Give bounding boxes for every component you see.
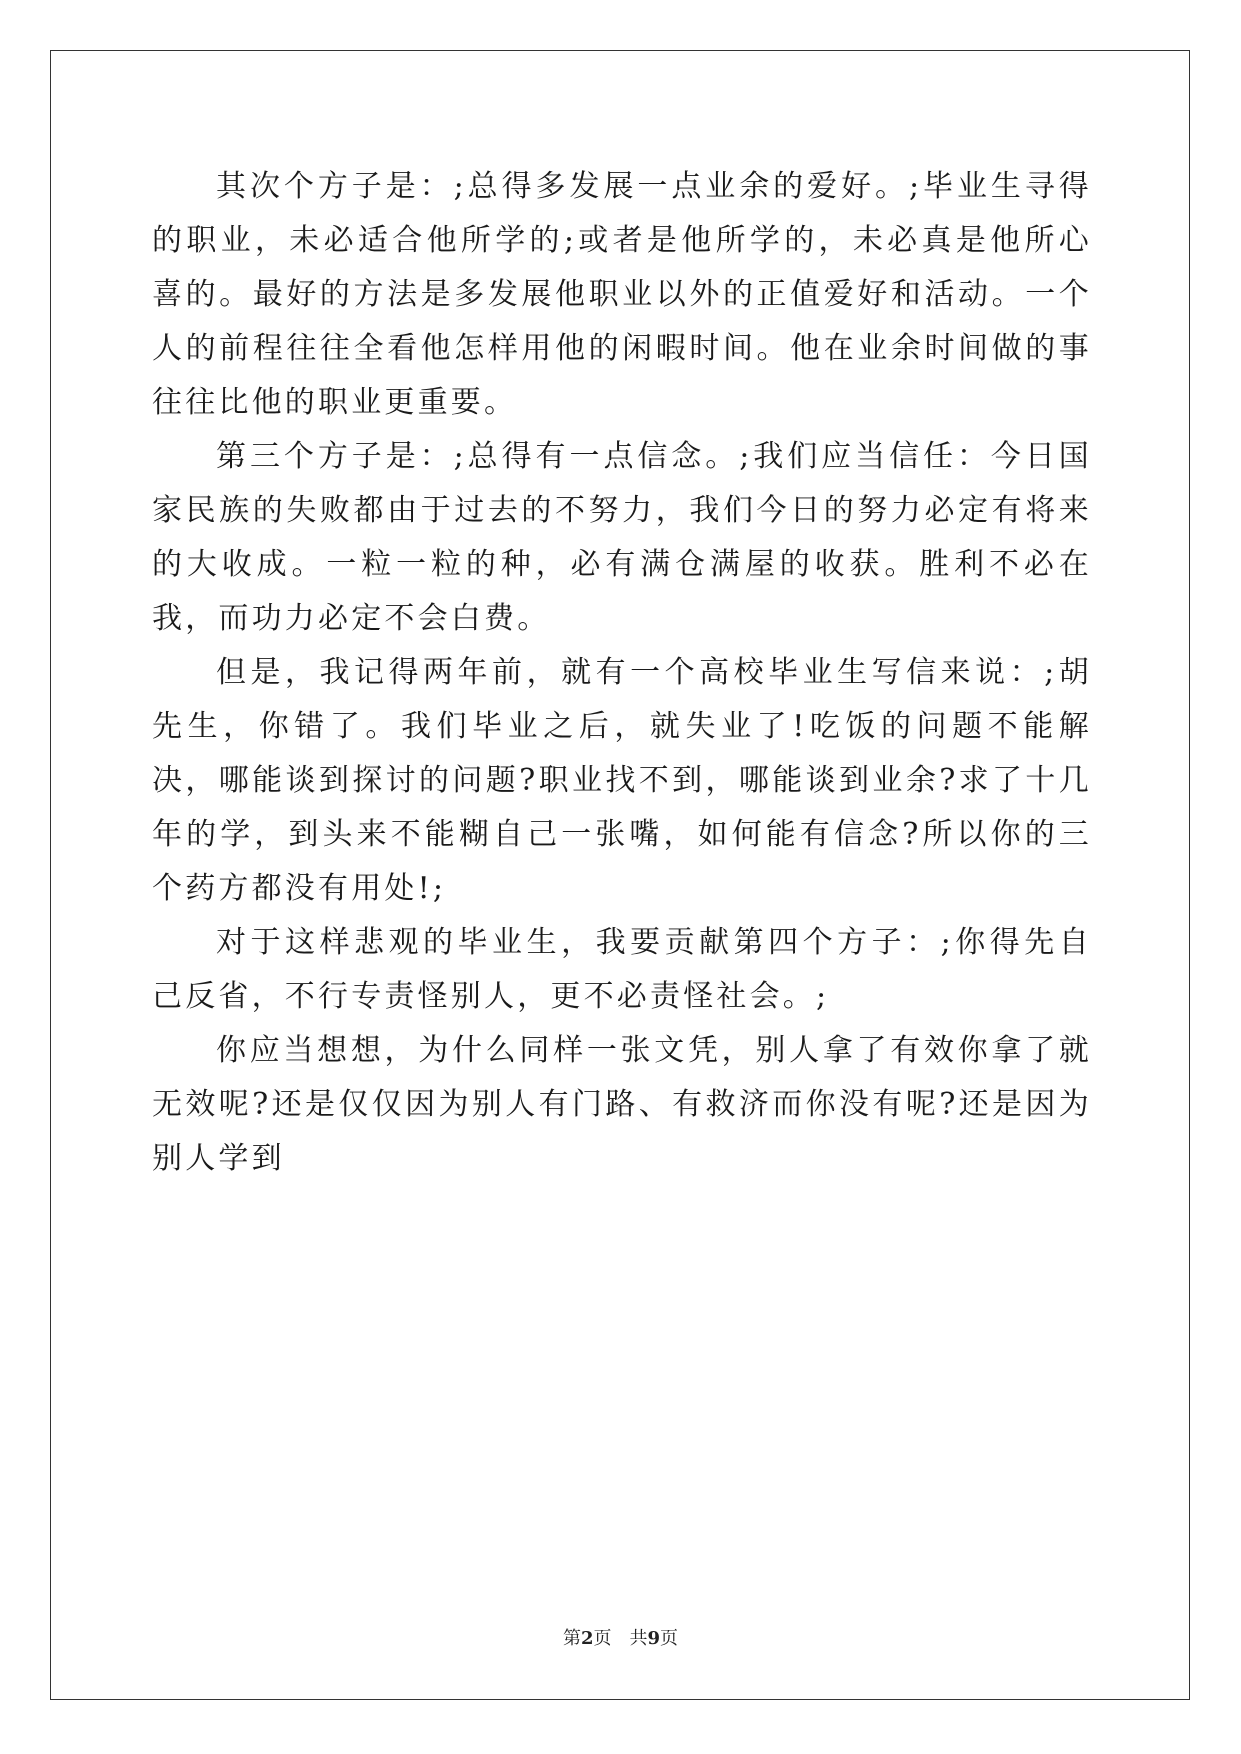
- page-prefix: 第: [562, 1628, 581, 1649]
- paragraph-3: 但是，我记得两年前，就有一个高校毕业生写信来说：;胡先生，你错了。我们毕业之后，就失业了!吃饭的问题不能解决，哪能谈到探讨的问题?职业找不到，哪能谈到业余?求了十几年的学，到头来不能糊自己一张嘴，如何能有信念?所以你的三个药方都没有用处!;: [152, 655, 1092, 906]
- paragraph-2: 第三个方子是：;总得有一点信念。;我们应当信任：今日国家民族的失败都由于过去的不努力，我们今日的努力必定有将来的大收成。一粒一粒的种，必有满仓满屋的收获。胜利不必在我，而功力必定不会白费。: [152, 439, 1092, 636]
- page-footer: [0, 1624, 1241, 1650]
- paragraph-1: 其次个方子是：;总得多发展一点业余的爱好。;毕业生寻得的职业，未必适合他所学的;或者是他所学的，未必真是他所心喜的。最好的方法是多发展他职业以外的正值爱好和活动。一个人的前程往往全看他怎样用他的闲暇时间。他在业余时间做的事往往比他的职业更重要。: [152, 169, 1092, 420]
- document-body: [152, 160, 1092, 1186]
- paragraph-5: 你应当想想，为什么同样一张文凭，别人拿了有效你拿了就无效呢?还是仅仅因为别人有门路、有救济而你没有呢?还是因为别人学到: [152, 1033, 1092, 1176]
- total-prefix: 共: [629, 1628, 648, 1649]
- current-page-number: 2: [580, 1628, 594, 1649]
- total-suffix: 页: [660, 1628, 679, 1649]
- paragraph-4: 对于这样悲观的毕业生，我要贡献第四个方子：;你得先自己反省，不行专责怪别人，更不必责怪社会。;: [152, 925, 1092, 1014]
- page-suffix: 页: [593, 1628, 612, 1649]
- total-pages-number: 9: [647, 1628, 661, 1649]
